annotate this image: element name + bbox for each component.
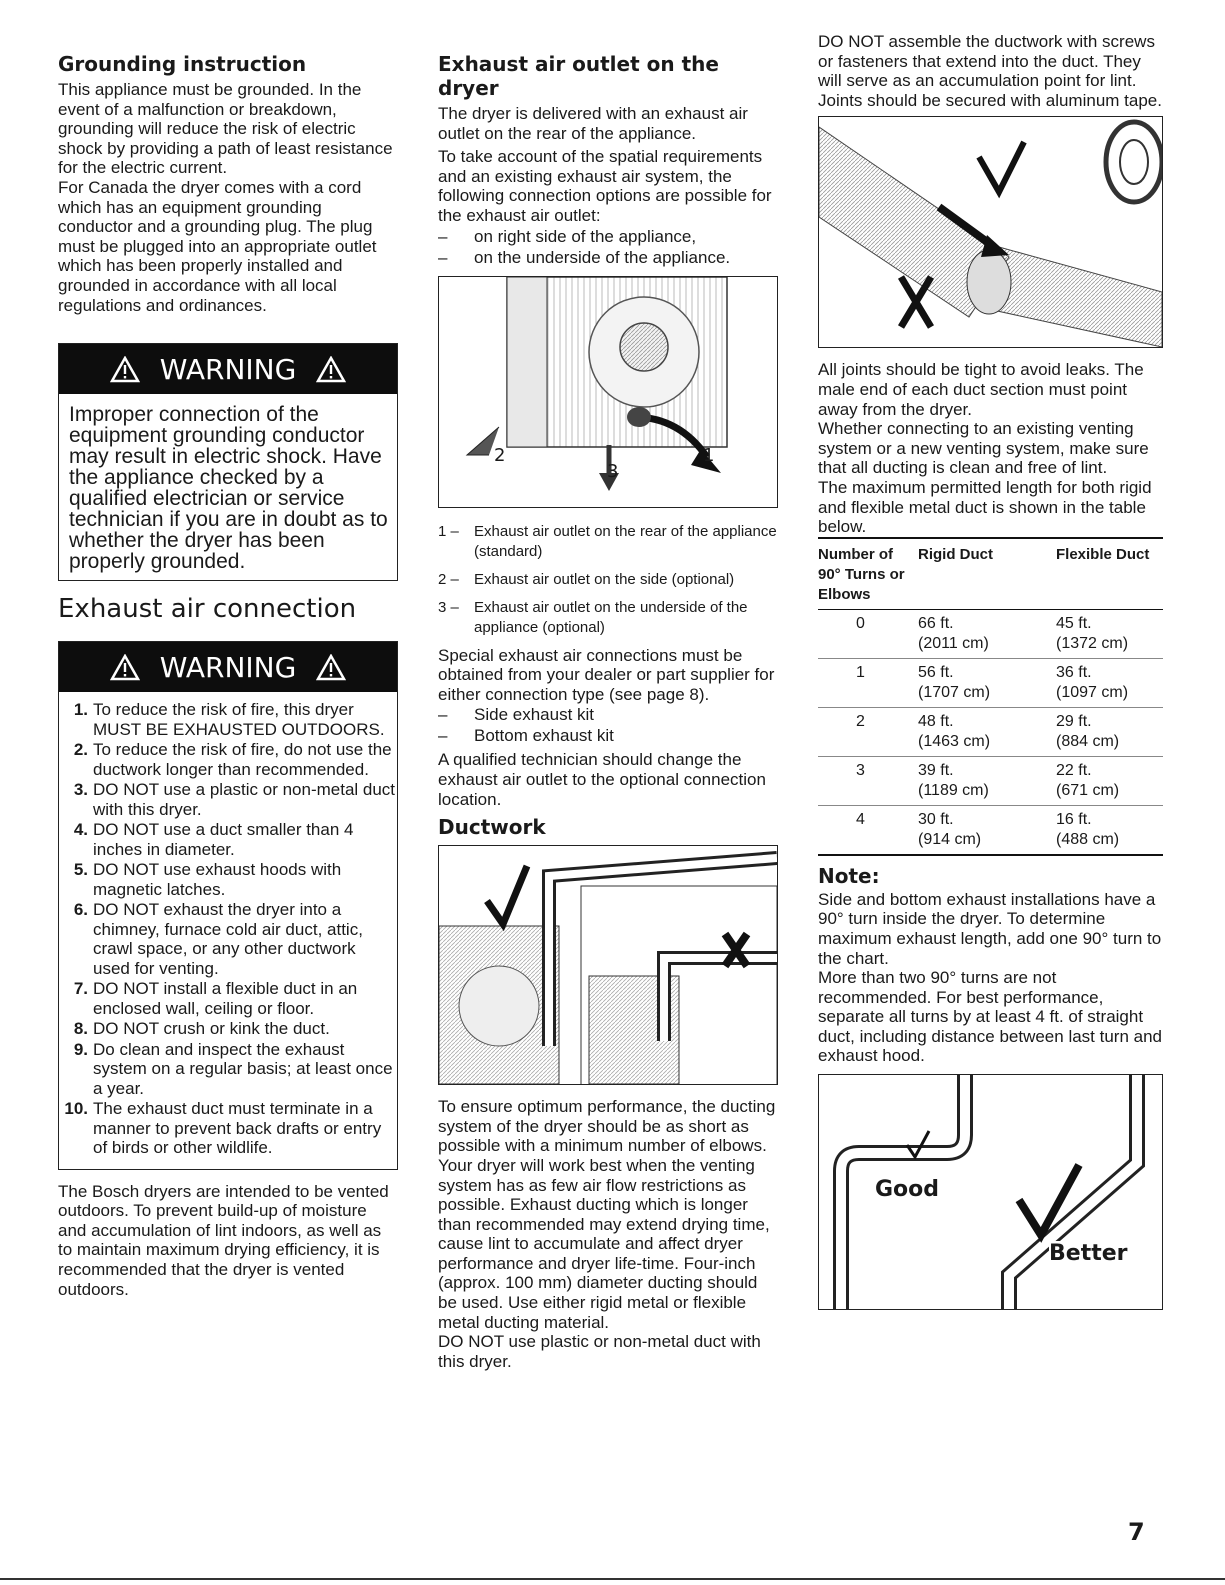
item-text: DO NOT use a plastic or non-metal duct with this dryer. bbox=[93, 780, 396, 819]
warning-list bbox=[59, 692, 397, 1169]
item-text: To reduce the risk of fire, do not use the ductwork longer than recommended. bbox=[93, 740, 392, 779]
outlet-option: – on the underside of the appliance. bbox=[438, 247, 731, 267]
flex-cm: (1372 cm) bbox=[1056, 634, 1129, 652]
cell-turns: 2 bbox=[818, 707, 918, 756]
item-number: 1. bbox=[73, 700, 88, 720]
warning-list-item bbox=[59, 1019, 397, 1039]
cell-rigid bbox=[918, 805, 1056, 855]
joints-paragraph: All joints should be tight to avoid leaks. The male end of each duct section must point away from the dryer. bbox=[818, 360, 1144, 419]
item-number: 3. bbox=[73, 780, 88, 800]
caption-number: 1 – bbox=[438, 522, 459, 540]
item-number: 6. bbox=[73, 900, 88, 920]
cell-flexible bbox=[1056, 707, 1163, 756]
note-paragraph-2: More than two 90° turns are not recommended. For best performance, separate all turns by at least 4 ft. of straight duct, including distance between last turn and exhaust hood. bbox=[818, 968, 1163, 1066]
warning-triangle-icon bbox=[316, 356, 346, 383]
cell-flexible bbox=[1056, 609, 1163, 658]
item-number: 10. bbox=[64, 1099, 88, 1119]
flex-cm: (488 cm) bbox=[1056, 830, 1120, 848]
figure-label-3: 3 bbox=[607, 460, 619, 482]
item-text: Do clean and inspect the exhaust system on a regular basis; at least once a year. bbox=[93, 1039, 393, 1098]
column-header-rigid: Rigid Duct bbox=[918, 538, 1056, 610]
warning-text: Improper connection of the equipment grounding conductor may result in electric shock. Have the appliance checked by a qualified electrician or service technician if you are in doubt as to whether the dryer has been properly grounded. bbox=[69, 403, 388, 574]
flex-ft: 45 ft. bbox=[1056, 614, 1092, 632]
column-middle bbox=[438, 52, 778, 1371]
figure-ductwork bbox=[438, 845, 778, 1085]
warning-list-item bbox=[59, 1099, 397, 1158]
caption-text: Exhaust air outlet on the rear of the appliance (standard) bbox=[474, 522, 777, 560]
caption-text: Exhaust air outlet on the side (optional) bbox=[474, 570, 735, 588]
kit-text: Side exhaust kit bbox=[474, 705, 595, 725]
caption-number: 2 – bbox=[438, 570, 459, 588]
kit-text: Bottom exhaust kit bbox=[474, 726, 614, 746]
warning-list-item bbox=[59, 1040, 397, 1099]
exhaust-connection-heading: Exhaust air connection bbox=[58, 594, 357, 625]
duct-length-table bbox=[818, 537, 1163, 856]
figure-joint-tape bbox=[818, 116, 1163, 348]
ductwork-paragraph: To ensure optimum performance, the ducting system of the dryer should be as short as possible with a minimum number of elbows. Your dryer will work best when the venting system has as few air flow restrictions as possible. Exhaust ducting which is longer than recommended may extend drying time, cause lint to accumulate and affect dryer performance and dryer life-time. Four-inch (approx. 100 mm) diameter ducting should be used. Use either rigid metal or flexible metal ducting material. bbox=[438, 1097, 776, 1332]
column-header-turns: Number of 90° Turns or Elbows bbox=[818, 538, 918, 610]
rigid-cm: (2011 cm) bbox=[918, 634, 989, 652]
table-row bbox=[818, 756, 1163, 805]
column-left bbox=[58, 52, 398, 1299]
warning-triangle-icon bbox=[110, 654, 140, 681]
flex-cm: (671 cm) bbox=[1056, 781, 1120, 799]
warning-header bbox=[59, 344, 397, 394]
max-length-paragraph: The maximum permitted length for both rigid and flexible metal duct is shown in the table below. bbox=[818, 477, 1152, 537]
item-text: DO NOT install a flexible duct in an enclosed wall, ceiling or floor. bbox=[93, 979, 358, 1018]
cell-turns: 4 bbox=[818, 805, 918, 855]
grounding-paragraph-1: This appliance must be grounded. In the event of a malfunction or breakdown, grounding will reduce the risk of electric shock by providing a path of least resistance for the electric current. bbox=[58, 80, 393, 178]
duct-routing-illustration bbox=[819, 1075, 1162, 1309]
item-text: DO NOT use exhaust hoods with magnetic latches. bbox=[93, 860, 342, 899]
table-row bbox=[818, 609, 1163, 658]
table-row bbox=[818, 805, 1163, 855]
figure-dryer-outlets bbox=[438, 276, 778, 508]
ductwork-warning-paragraph: DO NOT use plastic or non-metal duct with this dryer. bbox=[438, 1332, 761, 1371]
warning-triangle-icon bbox=[110, 356, 140, 383]
kit-item: – Bottom exhaust kit bbox=[438, 726, 614, 746]
warning-list-item bbox=[59, 700, 397, 739]
cell-rigid bbox=[918, 756, 1056, 805]
venting-system-paragraph: Whether connecting to an existing venting system or a new venting system, make sure that all ducting is clean and free of lint. bbox=[818, 419, 1149, 478]
warning-list-item bbox=[59, 979, 397, 1018]
warning-header bbox=[59, 642, 397, 692]
duct-joint-illustration bbox=[819, 117, 1162, 347]
item-text: The exhaust duct must terminate in a manner to prevent back drafts or entry of birds or other wildlife. bbox=[93, 1099, 382, 1158]
outlet-heading: Exhaust air outlet on the dryer bbox=[438, 52, 719, 100]
caption-item bbox=[438, 522, 778, 562]
note-paragraph-1: Side and bottom exhaust installations have a 90° turn inside the dryer. To determine maximum exhaust length, add one 90° turn to the chart. bbox=[818, 889, 1162, 968]
rigid-ft: 39 ft. bbox=[918, 761, 954, 779]
item-text: DO NOT crush or kink the duct. bbox=[93, 1019, 330, 1039]
rigid-cm: (1707 cm) bbox=[918, 683, 991, 701]
outlet-option-text: on right side of the appliance, bbox=[474, 226, 697, 246]
flex-cm: (1097 cm) bbox=[1056, 683, 1129, 701]
rigid-ft: 66 ft. bbox=[918, 614, 954, 632]
column-header-flexible: Flexible Duct bbox=[1056, 538, 1163, 610]
warning-title: WARNING bbox=[159, 352, 297, 386]
item-number: 4. bbox=[73, 820, 88, 840]
outlet-option: – on right side of the appliance, bbox=[438, 226, 697, 246]
cell-flexible bbox=[1056, 658, 1163, 707]
note-heading: Note: bbox=[818, 863, 880, 888]
caption-text: Exhaust air outlet on the underside of the appliance (optional) bbox=[474, 598, 748, 636]
column-right bbox=[818, 32, 1163, 1310]
figure-captions bbox=[438, 522, 778, 638]
better-label: Better bbox=[1049, 1241, 1128, 1267]
cell-flexible bbox=[1056, 756, 1163, 805]
flex-ft: 29 ft. bbox=[1056, 712, 1092, 730]
flex-cm: (884 cm) bbox=[1056, 732, 1120, 750]
kit-item: – Side exhaust kit bbox=[438, 705, 595, 725]
rigid-ft: 48 ft. bbox=[918, 712, 954, 730]
warning-triangle-icon bbox=[316, 654, 346, 681]
rigid-cm: (1463 cm) bbox=[918, 732, 991, 750]
ductwork-heading: Ductwork bbox=[438, 815, 546, 840]
caption-item bbox=[438, 598, 778, 638]
rigid-ft: 30 ft. bbox=[918, 810, 954, 828]
item-text: DO NOT use a duct smaller than 4 inches in diameter. bbox=[93, 820, 354, 859]
warning-list-item bbox=[59, 820, 397, 859]
cell-turns: 0 bbox=[818, 609, 918, 658]
warning-title: WARNING bbox=[159, 650, 297, 684]
warning-list-item bbox=[59, 740, 397, 779]
outlet-paragraph-1: The dryer is delivered with an exhaust air outlet on the rear of the appliance. bbox=[438, 104, 748, 143]
table-row bbox=[818, 658, 1163, 707]
cell-turns: 3 bbox=[818, 756, 918, 805]
flex-ft: 36 ft. bbox=[1056, 663, 1092, 681]
item-number: 8. bbox=[73, 1019, 88, 1039]
table-header-row bbox=[818, 538, 1163, 610]
figure-label-2: 2 bbox=[494, 444, 506, 466]
table-row bbox=[818, 707, 1163, 756]
rigid-cm: (1189 cm) bbox=[918, 781, 989, 799]
outlet-option-text: on the underside of the appliance. bbox=[474, 247, 731, 267]
technician-paragraph: A qualified technician should change the exhaust air outlet to the optional connection location. bbox=[438, 750, 766, 809]
outlet-paragraph-2: To take account of the spatial requirements and an existing exhaust air system, the following connection options are possible for the exhaust air outlet: bbox=[438, 147, 772, 225]
ductwork-illustration bbox=[439, 846, 777, 1084]
flex-ft: 22 ft. bbox=[1056, 761, 1092, 779]
grounding-paragraph-2: For Canada the dryer comes with a cord which has an equipment grounding conductor and a grounding plug. The plug must be plugged into an appropriate outlet which has been properly installed and grounded in accordance with all local regulations and ordinances. bbox=[58, 177, 377, 315]
caption-item bbox=[438, 570, 778, 590]
rigid-cm: (914 cm) bbox=[918, 830, 982, 848]
special-connections-paragraph: Special exhaust air connections must be obtained from your dealer or part supplier for either connection type (see page 8). bbox=[438, 645, 775, 704]
cell-turns: 1 bbox=[818, 658, 918, 707]
item-number: 9. bbox=[73, 1039, 88, 1059]
warning-box-grounding bbox=[58, 343, 398, 581]
cell-flexible bbox=[1056, 805, 1163, 855]
cell-rigid bbox=[918, 658, 1056, 707]
warning-list-item bbox=[59, 780, 397, 819]
warning-box-exhaust bbox=[58, 641, 398, 1170]
warning-list-item bbox=[59, 860, 397, 899]
bottom-rule bbox=[0, 1578, 1225, 1580]
aluminum-tape-paragraph: Joints should be secured with aluminum tape. bbox=[818, 90, 1162, 110]
item-number: 5. bbox=[73, 860, 88, 880]
good-label: Good bbox=[875, 1177, 940, 1203]
fasteners-paragraph: DO NOT assemble the ductwork with screws or fasteners that extend into the duct. They will serve as an accumulation point for lint. bbox=[818, 32, 1155, 91]
warning-list-item bbox=[59, 900, 397, 978]
figure-label-1: 1 bbox=[703, 444, 715, 466]
item-text: To reduce the risk of fire, this dryer MUST BE EXHAUSTED OUTDOORS. bbox=[93, 700, 385, 739]
item-number: 7. bbox=[73, 979, 88, 999]
item-number: 2. bbox=[73, 740, 88, 760]
grounding-heading: Grounding instruction bbox=[58, 52, 307, 76]
figure-good-better bbox=[818, 1074, 1163, 1310]
flex-ft: 16 ft. bbox=[1056, 810, 1092, 828]
bosch-vent-paragraph: The Bosch dryers are intended to be vented outdoors. To prevent build-up of moisture and accumulation of lint indoors, as well as to maintain maximum drying efficiency, it is recommended that the dryer is vented outdoors. bbox=[58, 1181, 389, 1299]
caption-number: 3 – bbox=[438, 598, 459, 616]
cell-rigid bbox=[918, 609, 1056, 658]
rigid-ft: 56 ft. bbox=[918, 663, 954, 681]
item-text: DO NOT exhaust the dryer into a chimney, furnace cold air duct, attic, crawl space, or any other ductwork used for venting. bbox=[93, 900, 363, 978]
page-number: 7 bbox=[1128, 1518, 1145, 1546]
cell-rigid bbox=[918, 707, 1056, 756]
